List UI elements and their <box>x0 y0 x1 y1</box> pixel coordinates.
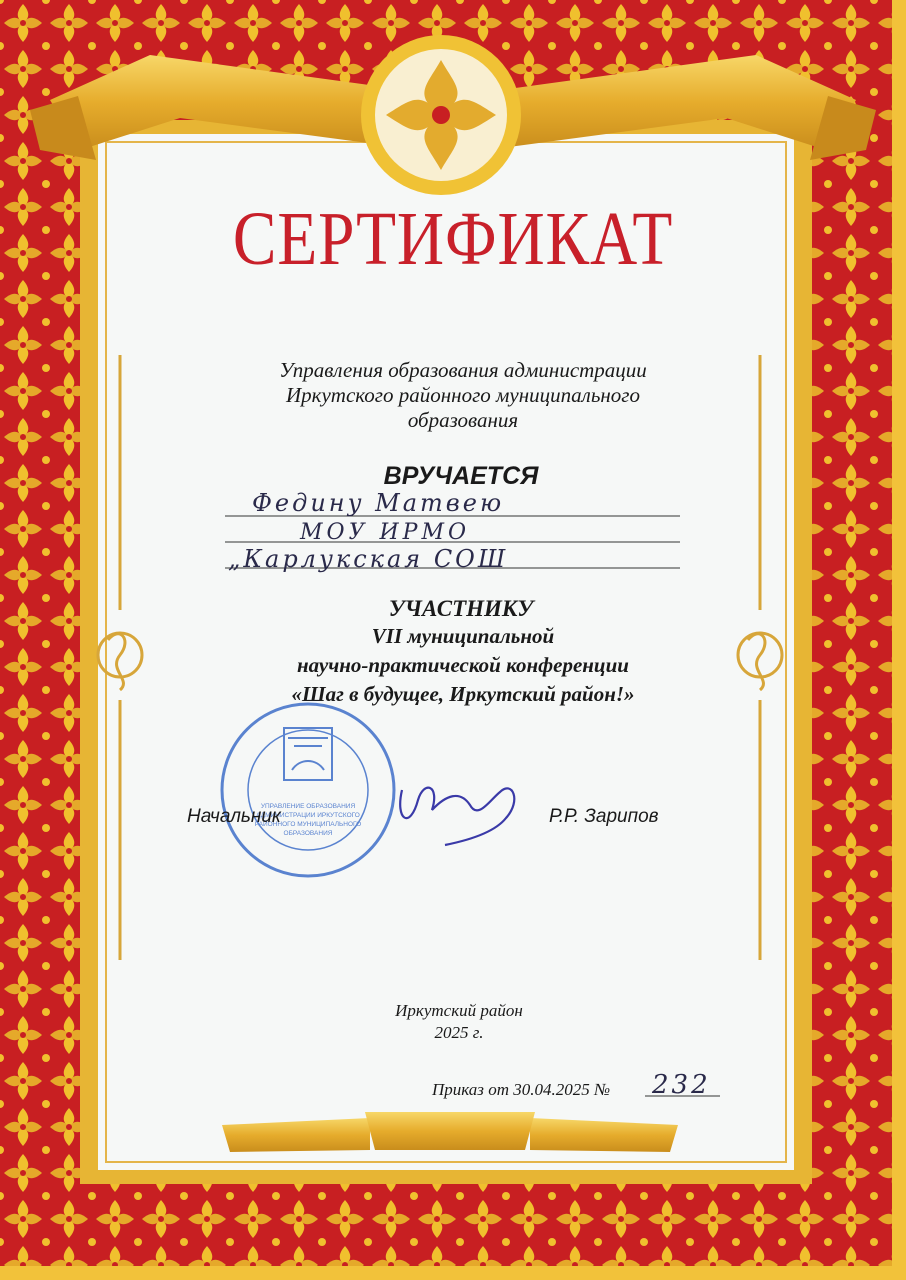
certificate-title: СЕРТИФИКАТ <box>232 197 674 281</box>
order-label: Приказ от 30.04.2025 № <box>432 1080 610 1099</box>
svg-text:ОБРАЗОВАНИЯ: ОБРАЗОВАНИЯ <box>283 830 333 837</box>
role-label: УЧАСТНИКУ <box>388 596 534 621</box>
svg-text:УПРАВЛЕНИЕ ОБРАЗОВАНИЯ: УПРАВЛЕНИЕ ОБРАЗОВАНИЯ <box>260 803 356 810</box>
order-number-handwritten: 232 <box>652 1070 711 1100</box>
top-medallion <box>361 35 521 195</box>
signatory-name: Р.Р. Зарипов <box>549 806 659 827</box>
year: 2025 г. <box>434 1023 484 1042</box>
issuer-line-3: образования <box>407 408 519 432</box>
recipient-school-handwritten: „Карлукская СОШ <box>228 545 509 573</box>
place: Иркутский район <box>395 1001 523 1020</box>
recipient-org-handwritten: МОУ ИРМО <box>300 520 471 545</box>
issuer-line-2: Иркутского районного муниципального <box>285 383 640 407</box>
svg-text:РАЙОННОГО МУНИЦИПАЛЬНОГО: РАЙОННОГО МУНИЦИПАЛЬНОГО <box>254 821 362 828</box>
event-line-1: VII муниципальной <box>371 624 555 648</box>
awarded-label: ВРУЧАЕТСЯ <box>383 462 539 490</box>
issuer-line-1: Управления образования администрации <box>279 358 647 382</box>
recipient-name-handwritten: Федину Матвею <box>252 489 505 517</box>
signatory-position: Начальник <box>187 806 281 827</box>
svg-text:АДМИНИСТРАЦИИ ИРКУТСКОГО: АДМИНИСТРАЦИИ ИРКУТСКОГО <box>256 812 360 819</box>
event-line-2: научно-практической конференции <box>297 653 629 677</box>
event-line-3: «Шаг в будущее, Иркутский район!» <box>291 682 635 706</box>
